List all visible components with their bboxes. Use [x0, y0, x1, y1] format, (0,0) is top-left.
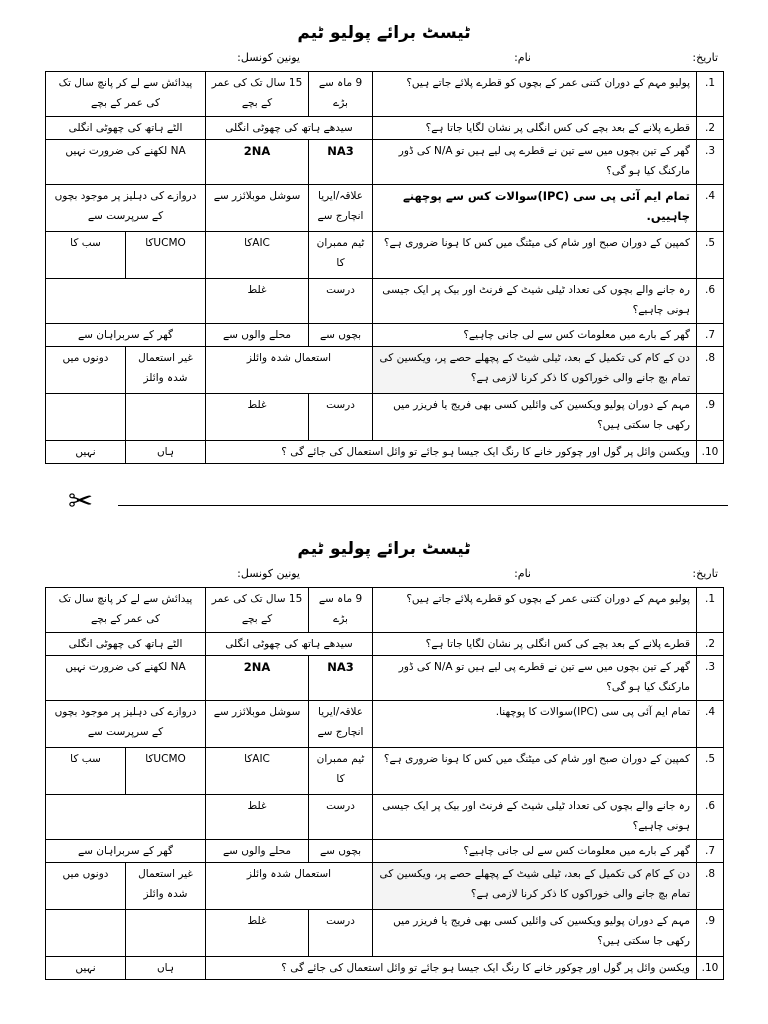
answer-option: 15 سال تک کی عمر کے بچے — [206, 72, 309, 117]
answer-option: ٹیم ممبران کا — [309, 232, 373, 279]
question-number: 8. — [697, 863, 724, 910]
question-text: مہم کے دوران پولیو ویکسین کی وائلیں کسی بھی فریج یا فریزر میں رکھی جا سکتی ہیں؟ — [373, 910, 697, 957]
page-title: ٹیسٹ برائے پولیو ٹیم — [297, 539, 471, 559]
question-text: پولیو مہم کے دوران کتنی عمر کے بچوں کو قطرے پلائے جاتے ہیں؟ — [373, 72, 697, 117]
answer-empty — [46, 910, 126, 957]
name-label: نام: — [514, 51, 531, 64]
question-text: گھر کے بارے میں معلومات کس سے لی جانی چاہیے؟ — [373, 324, 697, 347]
answer-option: AICکا — [206, 748, 309, 795]
question-row — [46, 441, 724, 464]
answer-option: استعمال شدہ وائلز — [206, 347, 373, 394]
answer-option: سیدھے ہاتھ کی چھوٹی انگلی — [206, 117, 373, 140]
answer-option: گھر کے سربراہان سے — [46, 840, 206, 863]
answer-option: سب کا — [46, 232, 126, 279]
question-number: 4. — [697, 185, 724, 232]
answer-empty — [46, 394, 126, 441]
name-label: نام: — [514, 567, 531, 580]
answer-option: بچوں سے — [309, 324, 373, 347]
question-text: ویکسن وائل پر گول اور چوکور خانے کا رنگ ایک جیسا ہو جائے تو وائل استعمال کی جائے گی ؟ — [206, 441, 697, 464]
question-number: 8. — [697, 347, 724, 394]
question-row — [46, 324, 724, 347]
answer-option: ہاں — [126, 957, 206, 980]
question-text: قطرے پلانے کے بعد بچے کی کس انگلی پر نشان لگایا جاتا ہے؟ — [373, 117, 697, 140]
question-text: رہ جانے والے بچوں کی تعداد ٹیلی شیٹ کے فرنٹ اور بیک پر ایک جیسی ہونی چاہیے؟ — [373, 279, 697, 324]
answer-option: دونوں میں — [46, 863, 126, 910]
answer-option: الٹے ہاتھ کی چھوٹی انگلی — [46, 117, 206, 140]
question-number: 7. — [697, 840, 724, 863]
answer-empty — [126, 910, 206, 957]
question-text: مہم کے دوران پولیو ویکسین کی وائلیں کسی بھی فریج یا فریزر میں رکھی جا سکتی ہیں؟ — [373, 394, 697, 441]
answer-option: 9 ماہ سے بڑے — [309, 588, 373, 633]
question-text: پولیو مہم کے دوران کتنی عمر کے بچوں کو قطرے پلائے جاتے ہیں؟ — [373, 588, 697, 633]
question-row — [46, 633, 724, 656]
question-number: 2. — [697, 117, 724, 140]
answer-empty — [126, 394, 206, 441]
answer-option: دروازے کی دہلیز پر موجود بچوں کے سرپرست سے — [46, 701, 206, 748]
question-row — [46, 394, 724, 441]
answer-option: درست — [309, 279, 373, 324]
quiz-table — [45, 71, 724, 464]
question-row — [46, 656, 724, 701]
question-row — [46, 140, 724, 185]
answer-option: علاقہ/ایریا انچارج سے — [309, 185, 373, 232]
date-label: تاریخ: — [692, 51, 718, 64]
answer-option: علاقہ/ایریا انچارج سے — [309, 701, 373, 748]
question-text: ویکسن وائل پر گول اور چوکور خانے کا رنگ ایک جیسا ہو جائے تو وائل استعمال کی جائے گی ؟ — [206, 957, 697, 980]
answer-option: غیر استعمال شدہ وائلز — [126, 347, 206, 394]
question-number: 2. — [697, 633, 724, 656]
question-text: کمپین کے دوران صبح اور شام کی میٹنگ میں کس کا ہونا ضروری ہے؟ — [373, 748, 697, 795]
answer-option: درست — [309, 795, 373, 840]
question-text: تمام ایم آئی پی سی (IPC)سوالات کا پوچھنا. — [373, 701, 697, 748]
union-council-label: یونین کونسل: — [237, 51, 300, 64]
question-text: قطرے پلانے کے بعد بچے کی کس انگلی پر نشان لگایا جاتا ہے؟ — [373, 633, 697, 656]
question-text: گھر کے بارے میں معلومات کس سے لی جانی چاہیے؟ — [373, 840, 697, 863]
answer-option: الٹے ہاتھ کی چھوٹی انگلی — [46, 633, 206, 656]
answer-empty — [46, 795, 206, 840]
question-text: گھر کے تین بچوں میں سے تین نے قطرے پی لیے ہیں تو N/A کی ڈور مارکنگ کیا ہو گی؟ — [373, 140, 697, 185]
answer-option: بچوں سے — [309, 840, 373, 863]
question-text: دن کے کام کی تکمیل کے بعد، ٹیلی شیٹ کے پچھلے حصے پر، ویکسین کی تمام بچ جانے والی خوراکوں کا ذکر کرنا لازمی ہے؟ — [373, 863, 697, 910]
answer-option: دروازے کی دہلیز پر موجود بچوں کے سرپرست سے — [46, 185, 206, 232]
answer-option: محلے والوں سے — [206, 324, 309, 347]
answer-option: UCMOکا — [126, 232, 206, 279]
scissors-icon: ✂ — [68, 484, 94, 519]
page-title: ٹیسٹ برائے پولیو ٹیم — [297, 23, 471, 43]
question-row — [46, 863, 724, 910]
answer-option: غلط — [206, 394, 309, 441]
answer-option: NA3 — [309, 656, 373, 701]
question-row — [46, 957, 724, 980]
question-number: 6. — [697, 279, 724, 324]
answer-option: سب کا — [46, 748, 126, 795]
question-row — [46, 347, 724, 394]
answer-option: 9 ماہ سے بڑے — [309, 72, 373, 117]
answer-option: دونوں میں — [46, 347, 126, 394]
answer-option: UCMOکا — [126, 748, 206, 795]
union-council-label: یونین کونسل: — [237, 567, 300, 580]
question-row — [46, 72, 724, 117]
question-number: 7. — [697, 324, 724, 347]
question-row — [46, 910, 724, 957]
question-number: 5. — [697, 232, 724, 279]
answer-option: پیدائش سے لے کر پانچ سال تک کی عمر کے بچے — [46, 588, 206, 633]
answer-option: 2NA — [206, 656, 309, 701]
question-number: 3. — [697, 656, 724, 701]
answer-option: سوشل موبلائزر سے — [206, 185, 309, 232]
answer-empty — [46, 279, 206, 324]
answer-option: غلط — [206, 279, 309, 324]
question-number: 1. — [697, 588, 724, 633]
question-row — [46, 185, 724, 232]
cut-line — [68, 484, 728, 519]
question-number: 3. — [697, 140, 724, 185]
answer-option: سوشل موبلائزر سے — [206, 701, 309, 748]
question-text: گھر کے تین بچوں میں سے تین نے قطرے پی لیے ہیں تو N/A کی ڈور مارکنگ کیا ہو گی؟ — [373, 656, 697, 701]
answer-option: درست — [309, 394, 373, 441]
answer-option: سیدھے ہاتھ کی چھوٹی انگلی — [206, 633, 373, 656]
question-number: 10. — [697, 441, 724, 464]
answer-option: 2NA — [206, 140, 309, 185]
question-row — [46, 840, 724, 863]
answer-option: گھر کے سربراہان سے — [46, 324, 206, 347]
answer-option: غلط — [206, 795, 309, 840]
question-row — [46, 588, 724, 633]
answer-option: محلے والوں سے — [206, 840, 309, 863]
answer-option: استعمال شدہ وائلز — [206, 863, 373, 910]
question-number: 9. — [697, 394, 724, 441]
answer-option: NA3 — [309, 140, 373, 185]
question-row — [46, 279, 724, 324]
question-number: 10. — [697, 957, 724, 980]
answer-option: غلط — [206, 910, 309, 957]
question-text: دن کے کام کی تکمیل کے بعد، ٹیلی شیٹ کے پچھلے حصے پر، ویکسین کی تمام بچ جانے والی خوراکوں کا ذکر کرنا لازمی ہے؟ — [373, 347, 697, 394]
question-row — [46, 117, 724, 140]
cut-divider — [118, 505, 728, 506]
question-text: تمام ایم آئی پی سی (IPC)سوالات کس سے پوچھنے چاہییں. — [373, 185, 697, 232]
answer-option: ٹیم ممبران کا — [309, 748, 373, 795]
answer-option: پیدائش سے لے کر پانچ سال تک کی عمر کے بچے — [46, 72, 206, 117]
answer-option: نہیں — [46, 441, 126, 464]
answer-option: AICکا — [206, 232, 309, 279]
quiz-table — [45, 587, 724, 980]
question-text: رہ جانے والے بچوں کی تعداد ٹیلی شیٹ کے فرنٹ اور بیک پر ایک جیسی ہونی چاہیے؟ — [373, 795, 697, 840]
answer-option: درست — [309, 910, 373, 957]
answer-option: غیر استعمال شدہ وائلز — [126, 863, 206, 910]
question-number: 4. — [697, 701, 724, 748]
question-row — [46, 795, 724, 840]
question-number: 9. — [697, 910, 724, 957]
question-row — [46, 701, 724, 748]
answer-option: ہاں — [126, 441, 206, 464]
question-number: 6. — [697, 795, 724, 840]
question-text: کمپین کے دوران صبح اور شام کی میٹنگ میں کس کا ہونا ضروری ہے؟ — [373, 232, 697, 279]
date-label: تاریخ: — [692, 567, 718, 580]
answer-option: نہیں — [46, 957, 126, 980]
answer-option: NA لکھنے کی ضرورت نہیں — [46, 656, 206, 701]
answer-option: 15 سال تک کی عمر کے بچے — [206, 588, 309, 633]
question-number: 5. — [697, 748, 724, 795]
answer-option: NA لکھنے کی ضرورت نہیں — [46, 140, 206, 185]
question-row — [46, 232, 724, 279]
question-number: 1. — [697, 72, 724, 117]
question-row — [46, 748, 724, 795]
